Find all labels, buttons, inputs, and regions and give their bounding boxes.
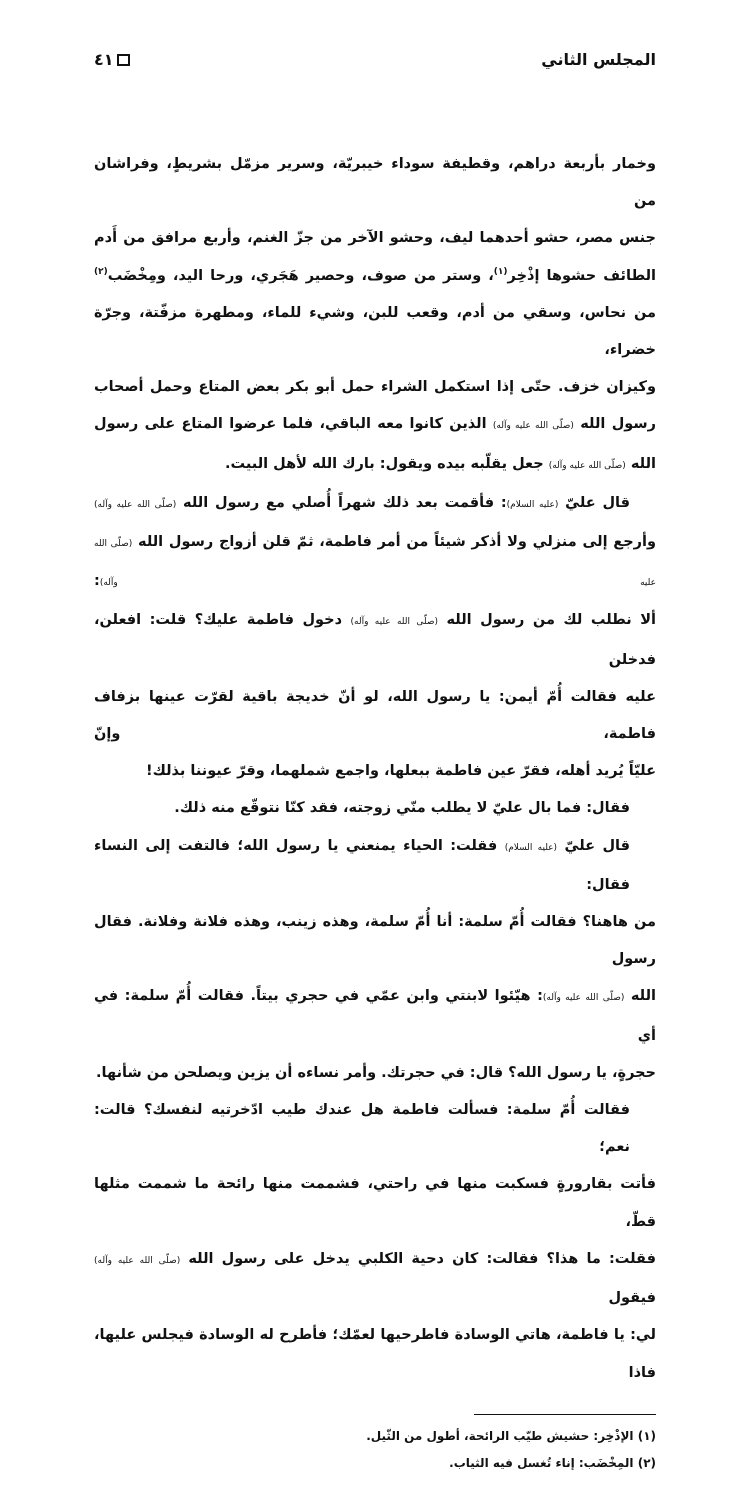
running-title: المجلس الثاني <box>541 50 656 69</box>
text-line <box>94 295 656 369</box>
text-segment: فقالت أُمّ سلمة: فسألت فاطمة هل عندك طيب ادّخرتيه لنفسك؟ قالت: نعم؛ <box>94 1102 630 1156</box>
text-segment: جعل يقلّبه بيده ويقول: بارك الله لأهل البيت. <box>225 455 549 472</box>
text-segment: فقلت: ما هذا؟ فقالت: كان دحية الكلبي يدخل على رسول الله <box>180 1250 656 1267</box>
text-segment: من نحاس، وسقي من أدم، وقعب للبن، وشيء للماء، ومطهرة مزفّتة، وجرّة خضراء، <box>94 304 656 359</box>
text-line <box>94 679 656 753</box>
footnote: (١) الإذْخِر: حشيش طيّب الرائحة، أطول من الثّيل. <box>366 1428 656 1443</box>
text-line <box>94 1317 656 1391</box>
text-segment: ، وستر من صوف، وحصير هَجَري، ورحا اليد، ومِخْضَب <box>107 267 494 284</box>
honorific: (صلّى الله عليه وآله) <box>94 539 656 589</box>
text-segment: : <box>94 573 100 590</box>
text-segment: جنس مصر، حشو أحدهما ليف، وحشو الآخر من جزّ الغنم، وأربع مرافق من أَدم <box>94 230 656 247</box>
text-line <box>94 524 656 602</box>
text-segment: ألا نطلب لك من رسول الله <box>437 612 656 629</box>
text-segment: وكيزان خزف. حتّى إذا استكمل الشراء حمل أبو بكر بعض المتاع وحمل أصحاب <box>94 379 656 396</box>
body-text <box>94 146 656 1392</box>
text-segment: وخمار بأربعة دراهم، وقطيفة سوداء خيبريّة، وسرير مزمّل بشريطٍ، وفراشان من <box>94 156 656 210</box>
text-line <box>94 828 656 904</box>
text-line <box>94 406 656 445</box>
honorific: (صلّى الله عليه وآله) <box>94 499 177 510</box>
honorific: (صلّى الله عليه وآله) <box>350 617 438 628</box>
footnote-ref: (١) <box>493 266 508 277</box>
text-segment: فقلت: الحياء يمنعني يا رسول الله؛ فالتفت إلى النساء فقال: <box>94 837 630 893</box>
text-line <box>94 446 656 485</box>
honorific: (صلّى الله عليه وآله) <box>492 421 574 432</box>
text-line <box>94 1055 656 1092</box>
page-number-text: ٤١ <box>94 50 114 69</box>
text-segment: دخول فاطمة عليك؟ قلت: افعلن، فدخلن <box>94 612 656 668</box>
footnote-divider <box>474 1414 656 1415</box>
text-segment: : هيّئوا لابنتي وابن عمّي في حجري بيتاً. فقالت أُمّ سلمة: في أي <box>94 988 656 1044</box>
footnote: (٢) المِخْضَب: إناء تُغسل فيه الثياب. <box>449 1455 656 1470</box>
text-segment: من هاهنا؟ فقالت أُمّ سلمة: أنا أُمّ سلمة، وهذه زينب، وهذه فلانة وفلانة. فقال رسول <box>94 914 656 968</box>
text-line <box>94 602 656 678</box>
text-line <box>94 1092 656 1166</box>
page-header <box>94 50 656 78</box>
text-line <box>94 978 656 1054</box>
text-segment: قال عليّ <box>557 837 630 854</box>
honorific: (عليه السلام) <box>506 499 559 510</box>
text-segment: الطائف حشوها إذْخِر <box>507 267 656 284</box>
text-line <box>94 790 656 827</box>
text-segment: عليّاً يُريد أهله، فقرّ عين فاطمة ببعلها، واجمع شملهما، وقرّ عيوننا بذلك! <box>145 763 656 780</box>
text-segment: فأتت بقارورةٍ فسكبت منها في راحتي، فشممت منها رائحة ما شممت مثلها قطّ، <box>94 1176 656 1230</box>
text-segment: حجرةٍ، يا رسول الله؟ قال: في حجرتك. وأمر نساءه أن يزين ويصلحن من شأنها. <box>96 1064 656 1081</box>
text-line <box>94 369 656 406</box>
honorific: (صلّى الله عليه وآله) <box>542 993 625 1004</box>
text-line <box>94 146 656 220</box>
text-segment: فيقول <box>608 1290 656 1307</box>
honorific: (صلّى الله عليه وآله) <box>94 1255 181 1266</box>
text-line <box>94 904 656 978</box>
text-segment: وأرجع إلى منزلي ولا أذكر شيئاً من أمر فاطمة، ثمّ قلن أزواج رسول الله <box>132 534 656 551</box>
text-line <box>94 485 656 524</box>
footnote-ref: (٢) <box>94 266 108 277</box>
text-line <box>94 1241 656 1317</box>
text-segment: عليه فقالت أُمّ أيمن: يا رسول الله، لو أنّ خديجة باقية لقرّت عينها بزفاف فاطمة، وإنّ <box>94 688 656 743</box>
text-segment: : فأقمت بعد ذلك شهراً أُصلي مع رسول الله <box>176 494 507 511</box>
text-line <box>94 258 656 295</box>
text-segment: الله <box>624 988 656 1005</box>
text-segment: الله <box>625 455 656 472</box>
text-segment: رسول الله <box>573 416 656 433</box>
text-segment: لي: يا فاطمة، هاتي الوسادة فاطرحيها لعمّك؛ فأطرح له الوسادة فيجلس عليها، فاذا <box>94 1327 656 1381</box>
text-segment: فقال: فما بال عليّ لا يطلب منّي زوجته، فقد كنّا نتوقّع منه ذلك. <box>174 800 630 817</box>
footnotes <box>94 1423 656 1477</box>
text-segment: الذين كانوا معه الباقي، فلما عرضوا المتاع على رسول <box>94 416 493 433</box>
text-line <box>94 220 656 257</box>
text-line <box>94 753 656 790</box>
text-line <box>94 1166 656 1240</box>
page-number <box>94 50 130 69</box>
honorific: (صلّى الله عليه وآله) <box>548 460 626 471</box>
square-ornament-icon <box>117 54 130 66</box>
text-segment: قال عليّ <box>558 494 630 511</box>
honorific: (عليه السلام) <box>504 842 558 853</box>
